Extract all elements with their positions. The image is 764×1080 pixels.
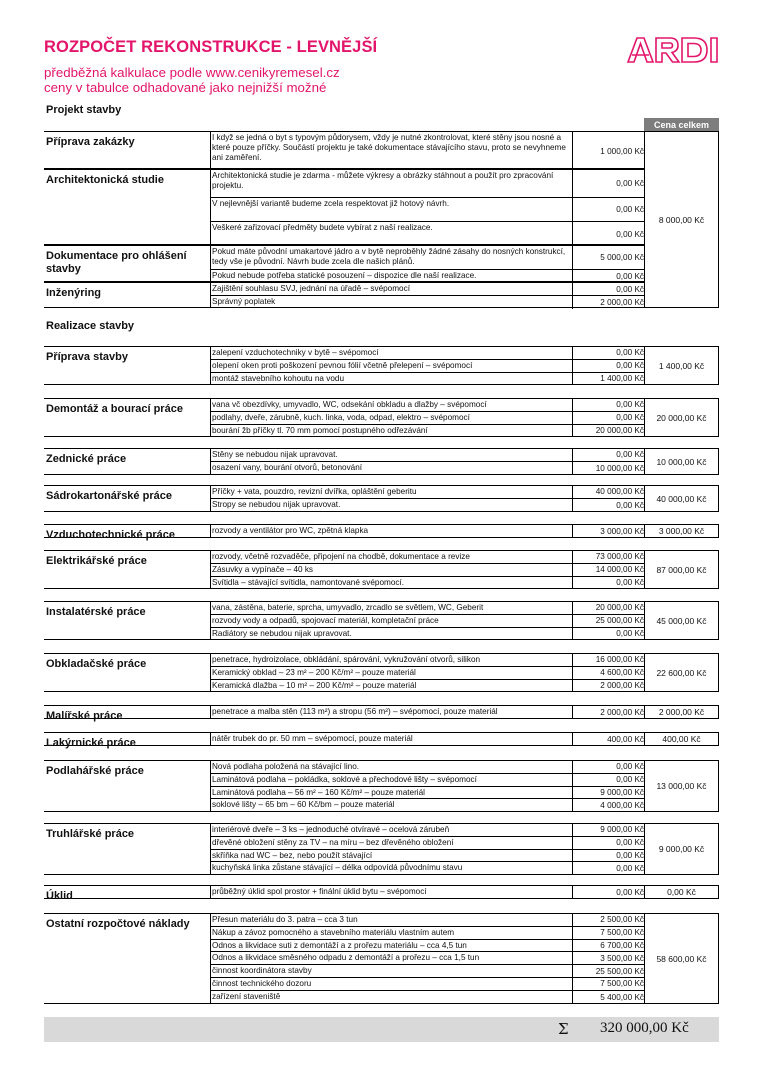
table-row (211, 824, 645, 837)
row-price: 6 700,00 Kč (572, 940, 645, 952)
group-name: Demontáž a bourací práce (44, 398, 210, 437)
sum-total: 320 000,00 Kč (600, 1020, 689, 1036)
group-total: 20 000,00 Kč (644, 398, 719, 437)
table-row (211, 654, 645, 667)
row-price: 0,00 Kč (572, 412, 645, 424)
row-price: 4 600,00 Kč (572, 667, 645, 679)
table-row (211, 462, 645, 475)
row-description: vana vč obezdívky, umyvadlo, WC, odsekání obkladu a dlažby – svépomocí (212, 400, 487, 409)
row-price: 0,00 Kč (572, 628, 645, 641)
group-total: 22 600,00 Kč (644, 653, 719, 692)
ardi-logo (626, 36, 722, 64)
row-price: 0,00 Kč (572, 837, 645, 849)
row-description: rozvody, včetně rozvaděče, připojení na chodbě, dokumentace a revize (212, 552, 470, 561)
group-rows (210, 550, 644, 589)
group-rows (210, 732, 644, 746)
row-price: 9 000,00 Kč (572, 787, 645, 799)
row-description: vana, zástěna, baterie, sprcha, umyvadlo, zrcadlo se světlem, WC, Geberit (212, 603, 484, 612)
table-row (211, 373, 645, 386)
row-price: 0,00 Kč (572, 850, 645, 862)
table-row (211, 940, 645, 953)
budget-group (44, 398, 719, 437)
row-description: penetrace a malba stěn (113 m²) a stropu (56 m²) – svépomocí, pouze materiál (212, 707, 498, 716)
row-price: 40 000,00 Kč (572, 486, 645, 498)
group-total: 9 000,00 Kč (644, 823, 719, 875)
table-row (211, 761, 645, 774)
table-row (211, 486, 645, 499)
row-description: Pokud máte původní umakartové jádro a v bytě neproběhly žádné zásahy do nosných konstrukcí, tedy vše je původní. Návrh bude zcela dle našich plánů. (212, 247, 566, 266)
row-price: 0,00 Kč (572, 198, 645, 221)
row-price: 0,00 Kč (572, 270, 645, 283)
group-name: Obkladačské práce (44, 653, 210, 692)
row-description: nátěr trubek do pr. 50 mm – svépomocí, pouze materiál (212, 734, 413, 743)
row-description: Stropy se nebudou nijak upravovat. (212, 499, 341, 509)
row-price: 400,00 Kč (572, 733, 645, 746)
row-description: V nejlevnější variantě budeme zcela respektovat již hotový návrh. (212, 199, 450, 208)
row-description: činnost koordinátora stavby (212, 966, 312, 976)
group-rows (210, 705, 644, 719)
row-price: 5 400,00 Kč (572, 991, 645, 1004)
sum-symbol: Σ (558, 1020, 569, 1038)
project-group-name: Architektonická studie (44, 169, 210, 245)
row-price: 0,00 Kč (572, 499, 645, 512)
row-price: 73 000,00 Kč (572, 551, 645, 563)
group-rows (210, 823, 644, 875)
row-description: olepení oken proti poškození pevnou fólií včetně přelepení – svépomocí (212, 360, 473, 370)
table-row (211, 577, 645, 590)
row-description: Stěny se nebudou nijak upravovat. (212, 450, 338, 459)
table-row (211, 667, 645, 680)
row-description: Nová podlaha položená na stávající lino. (212, 762, 360, 771)
group-name: Zednické práce (44, 448, 210, 475)
row-description: I když se jedná o byt s typovým půdorysem, vždy je nutné zkontrolovat, které stěny jsou nosné a které pouze příčky. Součástí projektu je také dokumentace stávajícího stavu, proto se nevyhneme ani zaměření. (212, 133, 566, 162)
group-rows (210, 485, 644, 512)
row-price: 0,00 Kč (572, 761, 645, 773)
row-description: skříňka nad WC – bez, nebo použít stávající (212, 850, 373, 860)
row-price: 16 000,00 Kč (572, 654, 645, 666)
row-price: 10 000,00 Kč (572, 462, 645, 475)
group-total: 45 000,00 Kč (644, 601, 719, 640)
row-price: 20 000,00 Kč (572, 602, 645, 614)
row-description: Přesun materiálu do 3. patra – cca 3 tun (212, 915, 358, 924)
group-name: Vzduchotechnické práce (44, 524, 210, 538)
row-price: 14 000,00 Kč (572, 564, 645, 576)
row-description: Zajištění souhlasu SVJ, jednání na úřadě – svépomocí (212, 284, 410, 293)
group-total: 87 000,00 Kč (644, 550, 719, 589)
row-description: kuchyňská linka zůstane stávající – délka odpovídá původnímu stavu (212, 863, 463, 873)
row-description: bourání žb příčky tl. 70 mm pomocí postupného odřezávání (212, 425, 428, 435)
group-name: Malířské práce (44, 705, 210, 719)
group-total: 0,00 Kč (644, 885, 719, 899)
budget-group (44, 448, 719, 475)
budget-group (44, 885, 719, 902)
row-description: průběžný úklid spol prostor + finální úklid bytu – svépomocí (212, 887, 427, 896)
row-description: Keramická dlažba – 10 m² – 200 Kč/m² – pouze materiál (212, 680, 417, 690)
group-name: Truhlářské práce (44, 823, 210, 875)
group-rows (210, 913, 644, 1004)
row-description: Správný poplatek (212, 297, 276, 306)
group-name: Úklid (44, 885, 210, 899)
row-price: 0,00 Kč (572, 360, 645, 372)
group-rows (210, 653, 644, 692)
table-row (211, 628, 645, 641)
project-total: 8 000,00 Kč (644, 131, 719, 308)
budget-group (44, 732, 719, 749)
row-price: 0,00 Kč (572, 577, 645, 590)
budget-group (44, 346, 719, 385)
row-price: 25 500,00 Kč (572, 965, 645, 977)
table-row (211, 525, 645, 538)
page-subtitle: předběžná kalkulace podle www.cenikyremesel.cz (44, 65, 340, 80)
group-total: 10 000,00 Kč (644, 448, 719, 475)
section-realization-label: Realizace stavby (46, 320, 135, 332)
table-row (211, 399, 645, 412)
row-description: montáž stavebního kohoutu na vodu (212, 373, 345, 383)
row-price: 1 000,00 Kč (572, 132, 645, 170)
group-name: Ostatní rozpočtové náklady (44, 913, 210, 1004)
table-row (211, 347, 645, 360)
table-row (211, 837, 645, 850)
table-row (211, 952, 645, 965)
table-row (211, 965, 645, 978)
group-total: 13 000,00 Kč (644, 760, 719, 812)
row-description: Svítidla – stávající svítidla, namontované svépomocí. (212, 577, 405, 587)
table-row (211, 991, 645, 1004)
budget-group (44, 485, 719, 512)
table-row (211, 499, 645, 512)
row-price: 4 000,00 Kč (572, 799, 645, 812)
row-price: 2 000,00 Kč (572, 680, 645, 693)
table-row (211, 425, 645, 438)
row-price: 25 000,00 Kč (572, 615, 645, 627)
row-price: 0,00 Kč (572, 886, 645, 899)
row-description: Radiátory se nebudou nijak upravovat. (212, 628, 352, 638)
budget-group (44, 913, 719, 1004)
group-total: 58 600,00 Kč (644, 913, 719, 1004)
project-group-name: Dokumentace pro ohlášení stavby (44, 245, 210, 282)
row-price: 1 400,00 Kč (572, 373, 645, 386)
budget-group (44, 760, 719, 812)
row-description: interiérové dveře – 3 ks – jednoduché otvíravé – ocelová zárubeň (212, 825, 450, 834)
group-name: Podlahářské práce (44, 760, 210, 812)
table-row (211, 449, 645, 462)
group-name: Lakýrnické práce (44, 732, 210, 746)
group-total: 40 000,00 Kč (644, 485, 719, 512)
project-group-name: Inženýring (44, 282, 210, 308)
row-price: 20 000,00 Kč (572, 425, 645, 438)
row-price: 2 000,00 Kč (572, 706, 645, 719)
table-row (211, 862, 645, 875)
budget-group (44, 601, 719, 640)
row-price: 0,00 Kč (572, 449, 645, 461)
row-description: Příčky + vata, pouzdro, revizní dvířka, opláštění geberitu (212, 487, 417, 496)
group-rows (210, 524, 644, 538)
table-row (211, 360, 645, 373)
row-description: podlahy, dveře, zárubně, kuch. linka, voda, odpad, elektro – svépomocí (212, 412, 470, 422)
row-price: 2 500,00 Kč (572, 914, 645, 926)
row-price: 0,00 Kč (572, 170, 645, 197)
table-row (211, 799, 645, 812)
table-row (211, 602, 645, 615)
group-name: Elektrikářské práce (44, 550, 210, 589)
row-description: soklové lišty – 65 bm – 60 Kč/bm – pouze materiál (212, 800, 395, 810)
table-row (211, 886, 645, 899)
table-row (211, 551, 645, 564)
row-price: 0,00 Kč (572, 862, 645, 875)
group-name: Příprava stavby (44, 346, 210, 385)
row-description: penetrace, hydroizolace, obkládání, spárování, vykružování otvorů, silikon (212, 655, 481, 664)
row-description: Architektonická studie je zdarma - můžete výkresy a obrázky stáhnout a použít pro zpracování projektu. (212, 171, 554, 190)
table-row (211, 927, 645, 940)
table-row (211, 774, 645, 787)
budget-group (44, 705, 719, 722)
budget-group (44, 653, 719, 692)
project-group-name: Příprava zakázky (44, 131, 210, 169)
row-description: zalepení vzduchotechniky v bytě – svépomocí (212, 348, 379, 357)
row-price: 0,00 Kč (572, 347, 645, 359)
budget-group (44, 550, 719, 589)
row-description: Zásuvky a vypínače – 40 ks (212, 564, 314, 574)
group-rows (210, 760, 644, 812)
row-price: 5 000,00 Kč (572, 246, 645, 269)
table-row (211, 978, 645, 991)
row-price: 0,00 Kč (572, 283, 645, 295)
row-description: rozvody a ventilátor pro WC, zpětná klapka (212, 526, 369, 535)
project-total-cell (44, 131, 719, 308)
budget-group (44, 524, 719, 541)
group-total: 1 400,00 Kč (644, 346, 719, 385)
row-description: činnost technického dozoru (212, 979, 312, 988)
budget-group (44, 823, 719, 875)
table-row (211, 706, 645, 719)
group-total: 3 000,00 Kč (644, 524, 719, 538)
page-subtitle-2: ceny v tabulce odhadované jako nejnižší možné (44, 80, 327, 95)
row-description: Odnos a likvidace suti z demontáží a z prořezu materiálu – cca 4,5 tun (212, 940, 467, 950)
row-price: 0,00 Kč (572, 774, 645, 786)
table-row (211, 733, 645, 746)
table-row (211, 412, 645, 425)
row-description: Odnos a likvidace směsného odpadu z demontáží a prořezu – cca 1,5 tun (212, 953, 480, 963)
row-price: 7 500,00 Kč (572, 927, 645, 939)
row-price: 3 000,00 Kč (572, 525, 645, 538)
row-price: 3 500,00 Kč (572, 952, 645, 964)
group-rows (210, 885, 644, 899)
group-total: 400,00 Kč (644, 732, 719, 746)
summary-bar (44, 1017, 719, 1042)
table-row (211, 850, 645, 863)
group-name: Sádrokartonářské práce (44, 485, 210, 512)
table-row (211, 787, 645, 800)
group-total: 2 000,00 Kč (644, 705, 719, 719)
row-description: Laminátová podlaha – pokládka, soklové a přechodové lišty – svépomocí (212, 774, 477, 784)
row-price: 0,00 Kč (572, 399, 645, 411)
row-description: zařízení staveniště (212, 991, 281, 1001)
row-description: rozvody vody a odpadů, spojovací materiál, kompletační práce (212, 615, 439, 625)
group-rows (210, 398, 644, 437)
table-row (211, 615, 645, 628)
table-row (211, 914, 645, 927)
table-row (211, 564, 645, 577)
row-description: Nákup a závoz pomocného a stavebního materiálu vlastním autem (212, 927, 455, 937)
group-name: Instalatérské práce (44, 601, 210, 640)
row-price: 0,00 Kč (572, 222, 645, 246)
page-title: ROZPOČET REKONSTRUKCE - LEVNĚJŠÍ (44, 38, 378, 56)
group-rows (210, 346, 644, 385)
total-column-header: Cena celkem (644, 118, 719, 131)
row-description: Keramický obklad – 23 m² – 200 Kč/m² – pouze materiál (212, 667, 416, 677)
row-description: Veškeré zařizovací předměty budete vybírat z naší realizace. (212, 223, 433, 232)
row-description: osazení vany, bourání otvorů, betonování (212, 462, 363, 472)
table-row (211, 680, 645, 693)
group-rows (210, 601, 644, 640)
row-price: 2 000,00 Kč (572, 296, 645, 309)
row-description: dřevěné obložení stěny za TV – na míru – bez dřevěného obložení (212, 837, 454, 847)
row-description: Laminátová podlaha – 56 m² – 160 Kč/m² – pouze materiál (212, 787, 425, 797)
row-price: 9 000,00 Kč (572, 824, 645, 836)
row-price: 7 500,00 Kč (572, 978, 645, 990)
group-rows (210, 448, 644, 475)
section-project-label: Projekt stavby (46, 104, 122, 116)
row-description: Pokud nebude potřeba statické posouzení – dispozice dle naší realizace. (212, 271, 477, 280)
